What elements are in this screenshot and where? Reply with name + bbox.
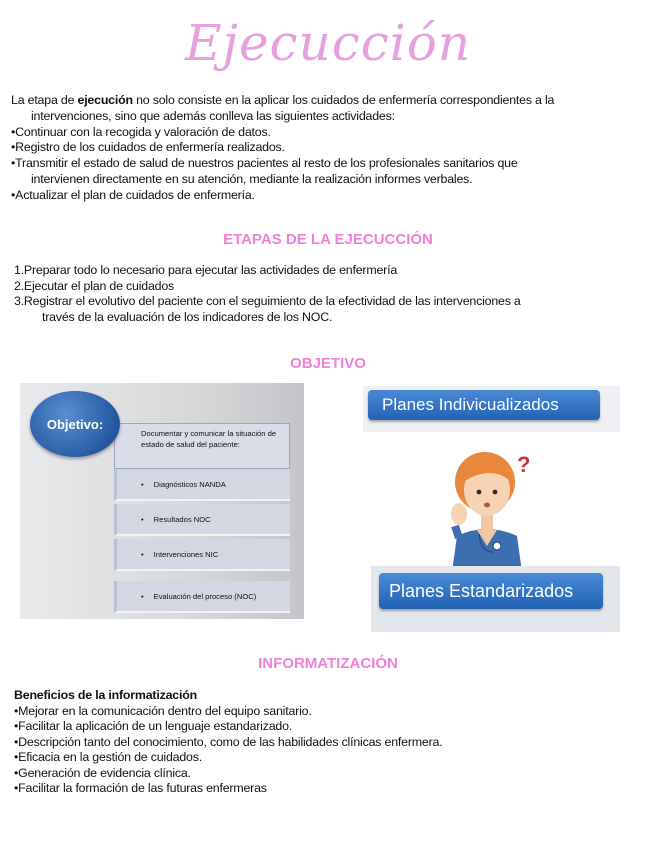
etapa-item: 3.Registrar el evolutivo del paciente con el seguimiento de la efectividad de las intervenciones a	[14, 294, 521, 309]
informatizacion-heading: INFORMATIZACIÓN	[258, 655, 398, 672]
intro-bullet: •Continuar con la recogida y valoración de datos.	[11, 124, 271, 139]
etapas-list	[14, 263, 644, 325]
question-mark: ?	[517, 452, 531, 477]
objetivo-row: • Evaluación del proceso (NOC)	[114, 581, 290, 613]
etapa-item: 2.Ejecutar el plan de cuidados	[14, 278, 175, 293]
beneficio-item: •Eficacia en la gestión de cuidados.	[14, 750, 202, 764]
beneficio-item: •Facilitar la aplicación de un lenguaje estandarizado.	[14, 719, 293, 733]
objetivo-slide	[20, 383, 304, 619]
intro-section	[11, 93, 653, 204]
nurse-illustration-icon	[437, 434, 537, 572]
objetivo-heading: OBJETIVO	[290, 355, 366, 372]
intro-bullet-continuation: intervienen directamente en su atención, mediante la realización informes verbales.	[31, 171, 473, 186]
etapa-item: 1.Preparar todo lo necesario para ejecutar las actividades de enfermería	[14, 263, 398, 277]
intro-text: no solo consiste en la aplicar los cuidados de enfermería correspondientes a la	[132, 93, 555, 107]
intro-bullet: •Actualizar el plan de cuidados de enfermería.	[11, 187, 255, 202]
objetivo-circle: Objetivo:	[30, 391, 120, 457]
objetivo-description: Documentar y comunicar la situación de estado de salud del paciente:	[114, 423, 290, 469]
beneficio-item: •Facilitar la formación de las futuras enfermeras	[14, 781, 267, 795]
intro-bullet: •Registro de los cuidados de enfermería realizados.	[11, 140, 285, 155]
informatizacion-section	[14, 688, 644, 797]
objetivo-row: • Diagnósticos NANDA	[114, 469, 290, 501]
intro-bold-term: ejecución	[77, 93, 133, 107]
beneficio-item: •Generación de evidencia clínica.	[14, 765, 191, 780]
planes-estandarizados-banner: Planes Estandarizados	[379, 573, 603, 609]
etapa-item-continuation: través de la evaluación de los indicadores de los NOC.	[42, 309, 333, 324]
objetivo-row: • Resultados NOC	[114, 504, 290, 536]
intro-text: La etapa de	[11, 93, 78, 107]
beneficio-item: •Mejorar en la comunicación dentro del equipo sanitario.	[14, 703, 312, 718]
page-title: Ejecucción	[184, 14, 472, 72]
informatizacion-subheading: Beneficios de la informatización	[14, 688, 197, 702]
intro-bullet: •Transmitir el estado de salud de nuestros pacientes al resto de los profesionales sanitarios que	[11, 156, 518, 171]
objetivo-row: • Intervenciones NIC	[114, 539, 290, 571]
intro-line-1	[11, 93, 653, 109]
planes-slide	[363, 386, 620, 632]
planes-individualizados-banner: Planes Indivicualizados	[368, 390, 600, 420]
intro-line-2: intervenciones, sino que además conlleva las siguientes actividades:	[31, 108, 395, 123]
beneficio-item: •Descripción tanto del conocimiento, como de las habilidades clínicas enfermera.	[14, 734, 443, 749]
etapas-heading: ETAPAS DE LA EJECUCCIÓN	[223, 231, 433, 248]
